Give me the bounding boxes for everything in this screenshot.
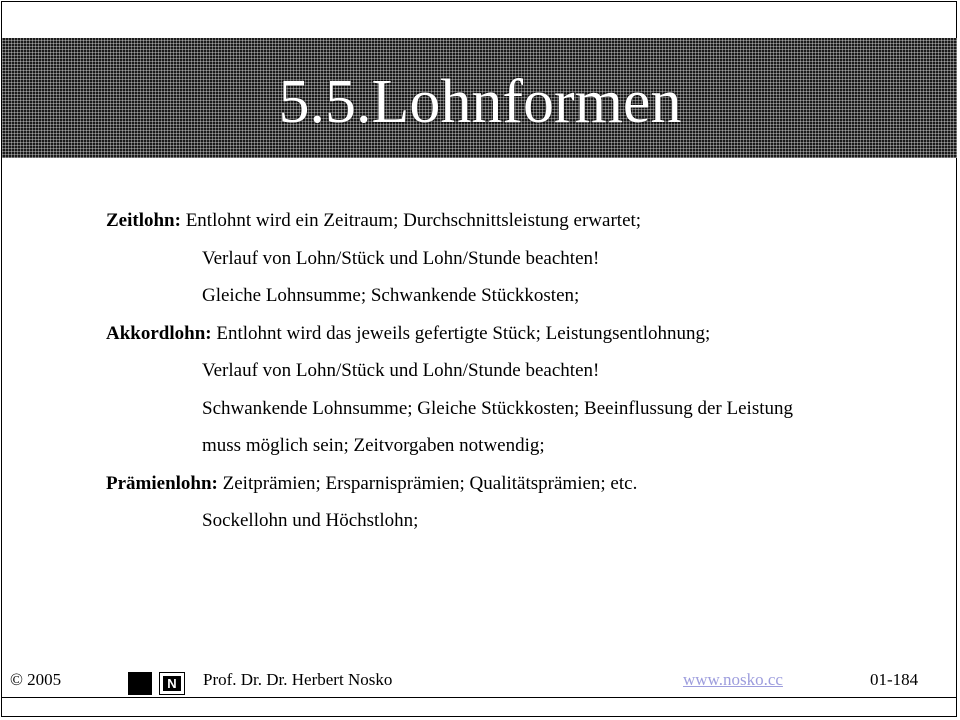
logo-black-square bbox=[128, 672, 152, 695]
zeitlohn-row-2 bbox=[106, 240, 906, 278]
zeitlohn-row-3 bbox=[106, 277, 906, 315]
akkordlohn-text-4: muss möglich sein; Zeitvorgaben notwendig; bbox=[202, 435, 545, 456]
slide-title: 5.5.Lohnformen bbox=[278, 68, 682, 136]
logo-n-icon bbox=[159, 672, 185, 695]
akkordlohn-row-2 bbox=[106, 352, 906, 390]
zeitlohn-text-3: Gleiche Lohnsumme; Schwankende Stückkosten; bbox=[202, 285, 580, 306]
footer-copyright: © 2005 bbox=[10, 670, 62, 689]
zeitlohn-text-1: Entlohnt wird ein Zeitraum; Durchschnittsleistung erwartet; bbox=[185, 210, 642, 231]
akkordlohn-row-3 bbox=[106, 390, 906, 428]
footer-website-link[interactable]: www.nosko.cc bbox=[683, 670, 783, 689]
zeitlohn-text-2: Verlauf von Lohn/Stück und Lohn/Stunde beachten! bbox=[202, 247, 600, 269]
praemienlohn-row-1 bbox=[106, 465, 906, 503]
praemienlohn-label: Prämienlohn: bbox=[106, 472, 218, 494]
akkordlohn-text-2: Verlauf von Lohn/Stück und Lohn/Stunde beachten! bbox=[202, 360, 600, 381]
akkordlohn-text-3: Schwankende Lohnsumme; Gleiche Stückkosten; Beeinflussung der Leistung bbox=[202, 397, 793, 419]
footer-page-number: 01-184 bbox=[870, 670, 919, 689]
zeitlohn-label: Zeitlohn: bbox=[106, 210, 181, 231]
akkordlohn-label: Akkordlohn: bbox=[106, 322, 212, 344]
praemienlohn-text-2: Sockellohn und Höchstlohn; bbox=[202, 510, 419, 531]
slide-content bbox=[106, 202, 906, 540]
praemienlohn-row-2 bbox=[106, 502, 906, 540]
akkordlohn-row-1 bbox=[106, 315, 906, 353]
footer-author: Prof. Dr. Dr. Herbert Nosko bbox=[203, 670, 393, 689]
logo-n-letter: N bbox=[163, 676, 181, 691]
zeitlohn-row-1 bbox=[106, 202, 906, 240]
akkordlohn-row-4 bbox=[106, 427, 906, 465]
praemienlohn-text-1: Zeitprämien; Ersparnisprämien; Qualitätsprämien; etc. bbox=[222, 472, 638, 494]
akkordlohn-text-1: Entlohnt wird das jeweils gefertigte Stück; Leistungsentlohnung; bbox=[216, 322, 711, 344]
footer-divider bbox=[2, 697, 957, 698]
